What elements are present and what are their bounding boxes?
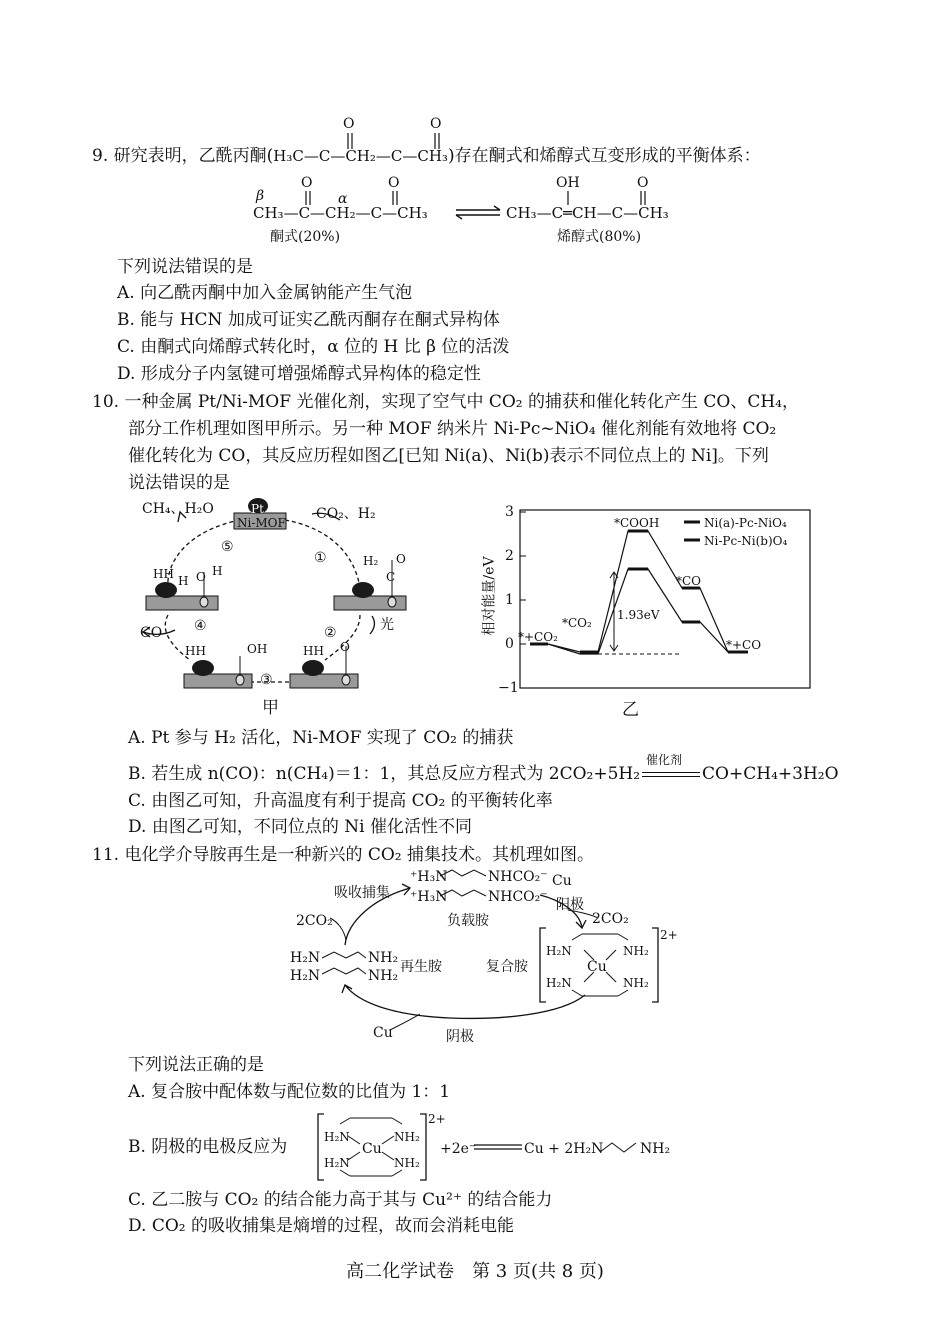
q11-complex-charge: 2+ [660, 928, 678, 942]
q9-stem-post: )存在酮式和烯醇式互变形成的平衡体系： [447, 146, 761, 166]
q10-b-label-cooh: *COOH [614, 516, 660, 530]
q9-inline-o1: O [343, 116, 355, 132]
q10-b-label-co: *CO [676, 574, 702, 588]
q10-b-label-start: *+CO₂ [518, 630, 558, 644]
q10-a-step1: ① [314, 550, 327, 566]
q11-b-nh2-end: NH₂ [640, 1141, 671, 1157]
q11-regen-h2n-bot: H₂N [290, 968, 321, 984]
q9-beta: β [256, 188, 265, 204]
q11-question: 下列说法正确的是 [128, 1055, 264, 1075]
q11-cathode: 阴极 [446, 1029, 474, 1045]
q11-complex-nh2-bot: NH₂ [623, 976, 649, 990]
q11-regen-label: 再生胺 [400, 959, 442, 975]
q10-b-ylabel: 相对能量/eV [481, 556, 498, 636]
q10-option-b-catalyst: 催化剂 [646, 753, 683, 767]
q11-regen-nh2-bot: NH₂ [368, 968, 399, 984]
q10-b-tick-3: 3 [505, 504, 514, 520]
q11-complex-h2n-bot: H₂N [546, 976, 572, 990]
q11-b-nh2-bot: NH₂ [394, 1156, 420, 1170]
q9-option-c: C. 由酮式向烯醇式转化时，α 位的 H 比 β 位的活泼 [117, 337, 510, 357]
q11-option-d: D. CO₂ 的吸收捕集是熵增的过程，故而会消耗电能 [128, 1216, 514, 1236]
q10-option-d: D. 由图乙可知，不同位点的 Ni 催化活性不同 [128, 817, 472, 837]
q10-line1: 10. 一种金属 Pt/Ni-MOF 光催化剂，实现了空气中 CO₂ 的捕获和催化转化产生 CO、CH₄， [92, 392, 800, 412]
q10-a-h1: H [178, 574, 189, 588]
q10-b-tick-neg1: −1 [498, 680, 519, 696]
q10-a-o2: O [396, 552, 406, 566]
q10-a-ni-mof: Ni-MOF [237, 516, 286, 530]
q9-enol-oh: OH [556, 175, 580, 191]
q11-b-h2n-top: H₂N [324, 1130, 350, 1144]
q11-cu-top: Cu [552, 873, 572, 889]
q10-option-c: C. 由图乙可知，升高温度有利于提高 CO₂ 的平衡转化率 [128, 791, 553, 811]
q9-keto-o1: O [301, 175, 313, 191]
q11-loaded-top: ⁺H₃N [410, 869, 448, 885]
q9-keto-formula: CH₃—C—CH₂—C—CH₃ [253, 204, 428, 222]
q10-a-h2: H [212, 564, 223, 578]
q9-question: 下列说法错误的是 [117, 257, 253, 277]
q9-inline-formula: H₃C—C—CH₂—C—CH₃ [273, 147, 448, 165]
q11-nhco-top: NHCO₂⁻ [488, 869, 548, 885]
q9-alpha: α [338, 191, 348, 207]
q11-b-cu: Cu [362, 1141, 382, 1157]
q11-complex-nh2-top: NH₂ [623, 944, 649, 958]
q10-option-b-pre: B. 若生成 n(CO)：n(CH₄)＝1：1，其总反应方程式为 2CO₂+5H₂ [128, 764, 641, 784]
q10-b-tick-2: 2 [505, 548, 514, 564]
q11-loaded-bot: ⁺H₃N [410, 889, 448, 905]
q10-option-b-post: CO+CH₄+3H₂O [702, 764, 839, 784]
q11-co2-in: 2CO₂ [296, 913, 333, 929]
q9-keto-o2: O [388, 175, 400, 191]
q11-b-charge: 2+ [428, 1112, 446, 1126]
q11-stem: 11. 电化学介导胺再生是一种新兴的 CO₂ 捕集技术。其机理如图。 [92, 845, 595, 865]
q10-b-legend-1: Ni(a)-Pc-NiO₄ [704, 516, 787, 530]
q11-cu-bottom: Cu [373, 1025, 393, 1041]
q10-b-label-end: *+CO [726, 638, 762, 652]
q10-a-light: 光 [380, 617, 394, 633]
q11-option-c: C. 乙二胺与 CO₂ 的结合能力高于其与 Cu²⁺ 的结合能力 [128, 1190, 553, 1210]
q11-option-b-pre: B. 阴极的电极反应为 [128, 1137, 288, 1157]
q10-a-products: CH₄、H₂O [142, 501, 214, 517]
q10-a-step2: ② [324, 625, 337, 641]
q10-a-c1: C [386, 570, 396, 584]
q11-b-electrons: +2e⁻ [440, 1141, 477, 1157]
q9-stem-pre: 9. 研究表明，乙酰丙酮( [92, 146, 274, 166]
q10-a-step5: ⑤ [221, 539, 234, 555]
page-footer: 高二化学试卷 第 3 页(共 8 页) [346, 1261, 604, 1282]
q10-a-hh2: HH [185, 644, 206, 658]
q9-option-b: B. 能与 HCN 加成可证实乙酰丙酮存在酮式异构体 [117, 310, 500, 330]
q11-b-h2n-bot: H₂N [324, 1156, 350, 1170]
q9-keto-label: 酮式(20%) [270, 229, 341, 245]
q10-a-co: CO [140, 625, 163, 641]
q10-a-h2-label: H₂ [363, 554, 379, 568]
q10-a-pt: Pt [251, 502, 264, 516]
q10-a-o3: O [340, 640, 350, 654]
q11-loaded-label: 负载胺 [447, 913, 489, 929]
q9-option-a: A. 向乙酰丙酮中加入金属钠能产生气泡 [117, 283, 413, 303]
q10-line3: 催化转化为 CO，其反应历程如图乙[已知 Ni(a)、Ni(b)表示不同位点上的 Ni]。下列 [128, 446, 769, 466]
q10-a-reactants: CO₂、H₂ [316, 506, 376, 522]
q9-enol-formula: CH₃—C═CH—C—CH₃ [506, 204, 669, 222]
q9-option-d: D. 形成分子内氢键可增强烯醇式异构体的稳定性 [117, 364, 481, 384]
q10-b-tick-0: 0 [505, 636, 514, 652]
q10-line2: 部分工作机理如图甲所示。另一种 MOF 纳米片 Ni-Pc~NiO₄ 催化剂能有效地将 CO₂ [128, 419, 777, 439]
q10-b-label-co2: *CO₂ [562, 616, 592, 630]
q9-enol-o: O [637, 175, 649, 191]
q11-anode: 阳极 [556, 897, 584, 913]
q11-regen-h2n-top: H₂N [290, 950, 321, 966]
q10-b-gap: 1.93eV [617, 608, 660, 622]
q10-b-tick-1: 1 [505, 592, 514, 608]
q11-nhco-bot: NHCO₂⁻ [488, 889, 548, 905]
q11-b-nh2-top: NH₂ [394, 1130, 420, 1144]
q11-complex-h2n-top: H₂N [546, 944, 572, 958]
q11-b-products: Cu + 2H₂N [524, 1141, 604, 1157]
q11-regen-nh2-top: NH₂ [368, 950, 399, 966]
q10-b-caption: 乙 [622, 700, 639, 720]
q10-option-a: A. Pt 参与 H₂ 活化，Ni-MOF 实现了 CO₂ 的捕获 [128, 728, 514, 748]
q11-absorb: 吸收捕集 [334, 885, 390, 901]
q10-a-step4: ④ [194, 618, 207, 634]
q11-complex-cu: Cu [587, 959, 607, 975]
q10-a-oh: OH [247, 642, 268, 656]
q10-a-caption: 甲 [262, 698, 279, 718]
q9-enol-label: 烯醇式(80%) [557, 229, 642, 245]
q10-line4: 说法错误的是 [128, 473, 230, 493]
q10-a-step3: ③ [260, 672, 273, 688]
q11-complex-label: 复合胺 [486, 959, 528, 975]
q10-a-hh1: HH [153, 567, 174, 581]
q10-b-legend-2: Ni-Pc-Ni(b)O₄ [704, 534, 788, 548]
q10-a-hh3: HH [303, 644, 324, 658]
q9-inline-o2: O [430, 116, 442, 132]
q11-option-a: A. 复合胺中配体数与配位数的比值为 1：1 [128, 1082, 451, 1102]
q10-a-o1: O [196, 570, 206, 584]
q11-co2-out: 2CO₂ [592, 911, 629, 927]
